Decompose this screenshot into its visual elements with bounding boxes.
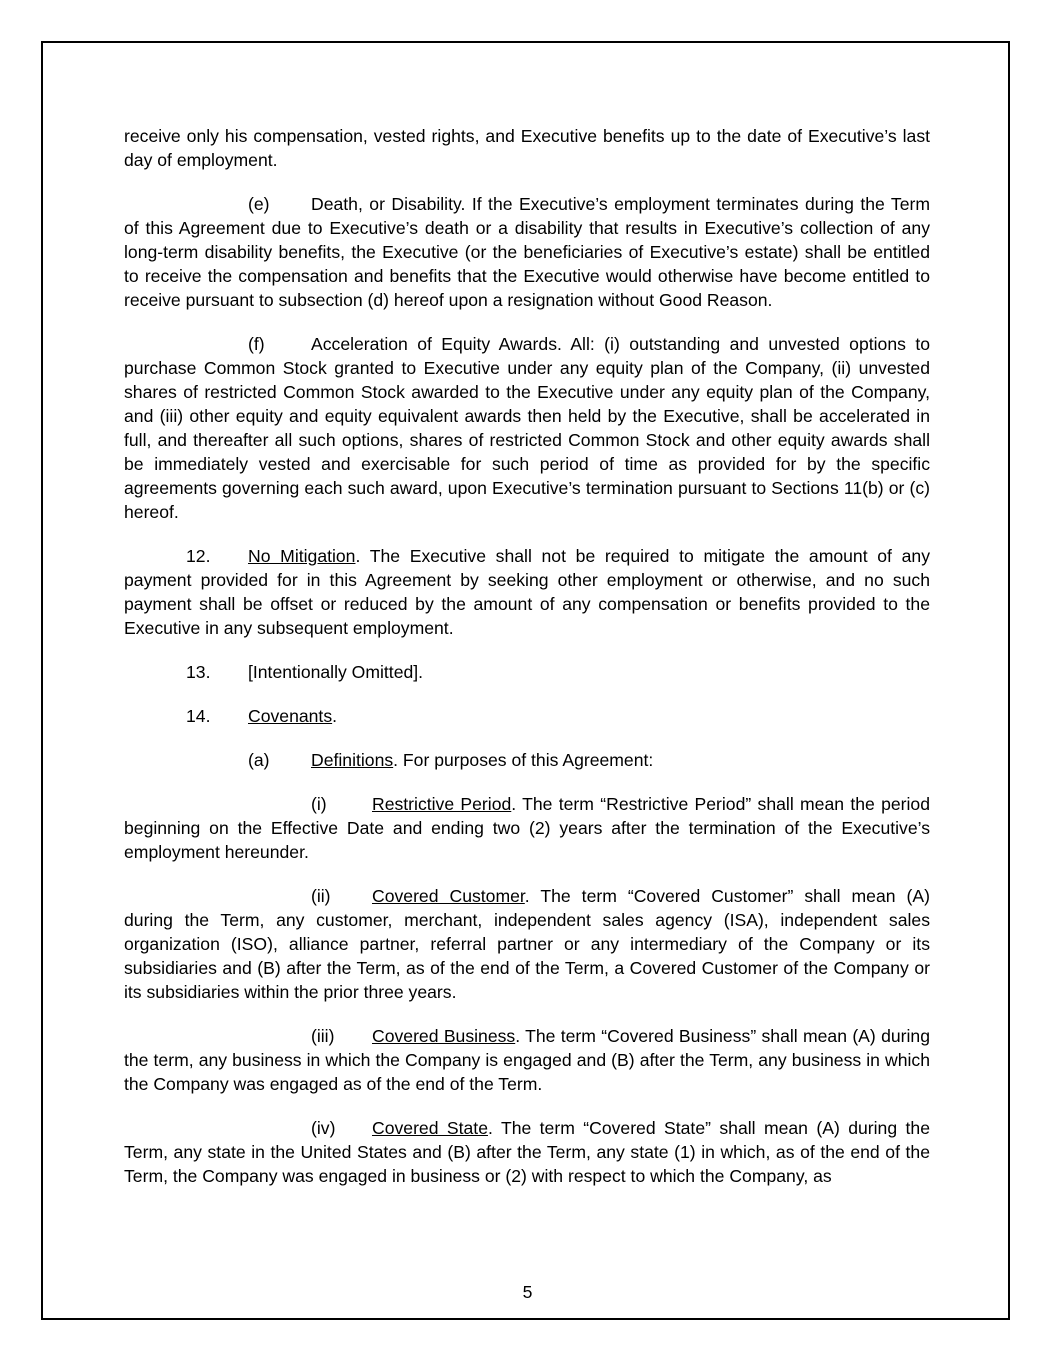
section-a-label: (a)	[248, 750, 270, 770]
section-12-text: . The Executive shall not be required to mitigate the amount of any payment provided for in this Agreement by seeking other employment or otherwise, and no such payment shall be offset or reduced by the amount of any compensation or benefits provided to the Executive in any subsequent employment.	[124, 546, 930, 638]
section-14-heading	[124, 704, 930, 728]
section-a-title: Definitions	[311, 750, 394, 770]
section-ii-paragraph	[124, 884, 930, 1004]
section-ii-text: . The term “Covered Customer” shall mean (A) during the Term, any customer, merchant, independent sales agency (ISA), independent sales organization (ISO), alliance partner, referral partner or any intermediary of the Company or its subsidiaries and (B) after the Term, as of the end of the Term, a Covered Customer of the Company or its subsidiaries within the prior three years.	[124, 886, 930, 1002]
section-e-label: (e)	[248, 194, 270, 214]
section-e-title: Death, or Disability	[311, 194, 461, 214]
section-ii-label: (ii)	[311, 886, 331, 906]
section-14-suffix: .	[332, 706, 338, 726]
section-f-text: . All: (i) outstanding and unvested options to purchase Common Stock granted to Executive under any equity plan of the Company, (ii) unvested shares of restricted Common Stock awarded to the Executive under any equity plan of the Company, and (iii) other equity and equity equivalent awards then held by the Executive, shall be accelerated in full, and thereafter all such options, shares of restricted Common Stock and other equity awards shall be immediately vested and exercisable for such period of time as provided for by the specific agreements governing each such award, upon Executive’s termination pursuant to Sections 11(b) or (c) hereof.	[124, 334, 930, 522]
section-e-paragraph	[124, 192, 930, 312]
section-12-paragraph	[124, 544, 930, 640]
page-number: 5	[522, 1282, 533, 1302]
section-14-label: 14.	[186, 706, 211, 726]
section-12-label: 12.	[186, 546, 211, 566]
section-i-label: (i)	[311, 794, 327, 814]
section-13-label: 13.	[186, 662, 211, 682]
section-iii-title: Covered Business	[372, 1026, 516, 1046]
section-f-paragraph	[124, 332, 930, 524]
section-iv-title: Covered State	[372, 1118, 488, 1138]
intro-paragraph	[124, 124, 930, 172]
section-13-text: [Intentionally Omitted].	[248, 662, 424, 682]
section-iv-paragraph	[124, 1116, 930, 1188]
section-iii-paragraph	[124, 1024, 930, 1096]
section-a-text: . For purposes of this Agreement:	[393, 750, 654, 770]
section-iv-text: . The term “Covered State” shall mean (A) during the Term, any state in the United States and (B) after the Term, any state (1) in which, as of the end of the Term, the Company was engaged in business or (2) with respect to which the Company, as	[124, 1118, 930, 1186]
section-14-title: Covenants	[248, 706, 333, 726]
section-13-line	[124, 660, 930, 684]
section-iii-label: (iii)	[311, 1026, 335, 1046]
section-ii-title: Covered Customer	[372, 886, 525, 906]
section-f-label: (f)	[248, 334, 265, 354]
section-e-text: . If the Executive’s employment terminates during the Term of this Agreement due to Executive’s death or a disability that results in Executive’s collection of any long-term disability benefits, the Executive (or the beneficiaries of Executive’s estate) shall be entitled to receive the compensation and benefits that the Executive would otherwise have become entitled to receive pursuant to subsection (d) hereof upon a resignation without Good Reason.	[124, 194, 931, 310]
section-i-text: . The term “Restrictive Period” shall mean the period beginning on the Effective Date and ending two (2) years after the termination of the Executive’s employment hereunder.	[124, 794, 930, 862]
section-12-title: No Mitigation	[248, 546, 356, 566]
document-body	[124, 124, 930, 1208]
section-iii-text: . The term “Covered Business” shall mean (A) during the term, any business in which the Company is engaged and (B) after the Term, any business in which the Company was engaged as of the end of the Term.	[124, 1026, 931, 1094]
section-i-title: Restrictive Period	[372, 794, 512, 814]
section-a-heading	[124, 748, 930, 772]
section-i-paragraph	[124, 792, 930, 864]
section-f-title: Acceleration of Equity Awards	[311, 334, 557, 354]
intro-text: receive only his compensation, vested rights, and Executive benefits up to the date of Executive’s last day of employment.	[124, 126, 930, 170]
section-iv-label: (iv)	[311, 1118, 336, 1138]
